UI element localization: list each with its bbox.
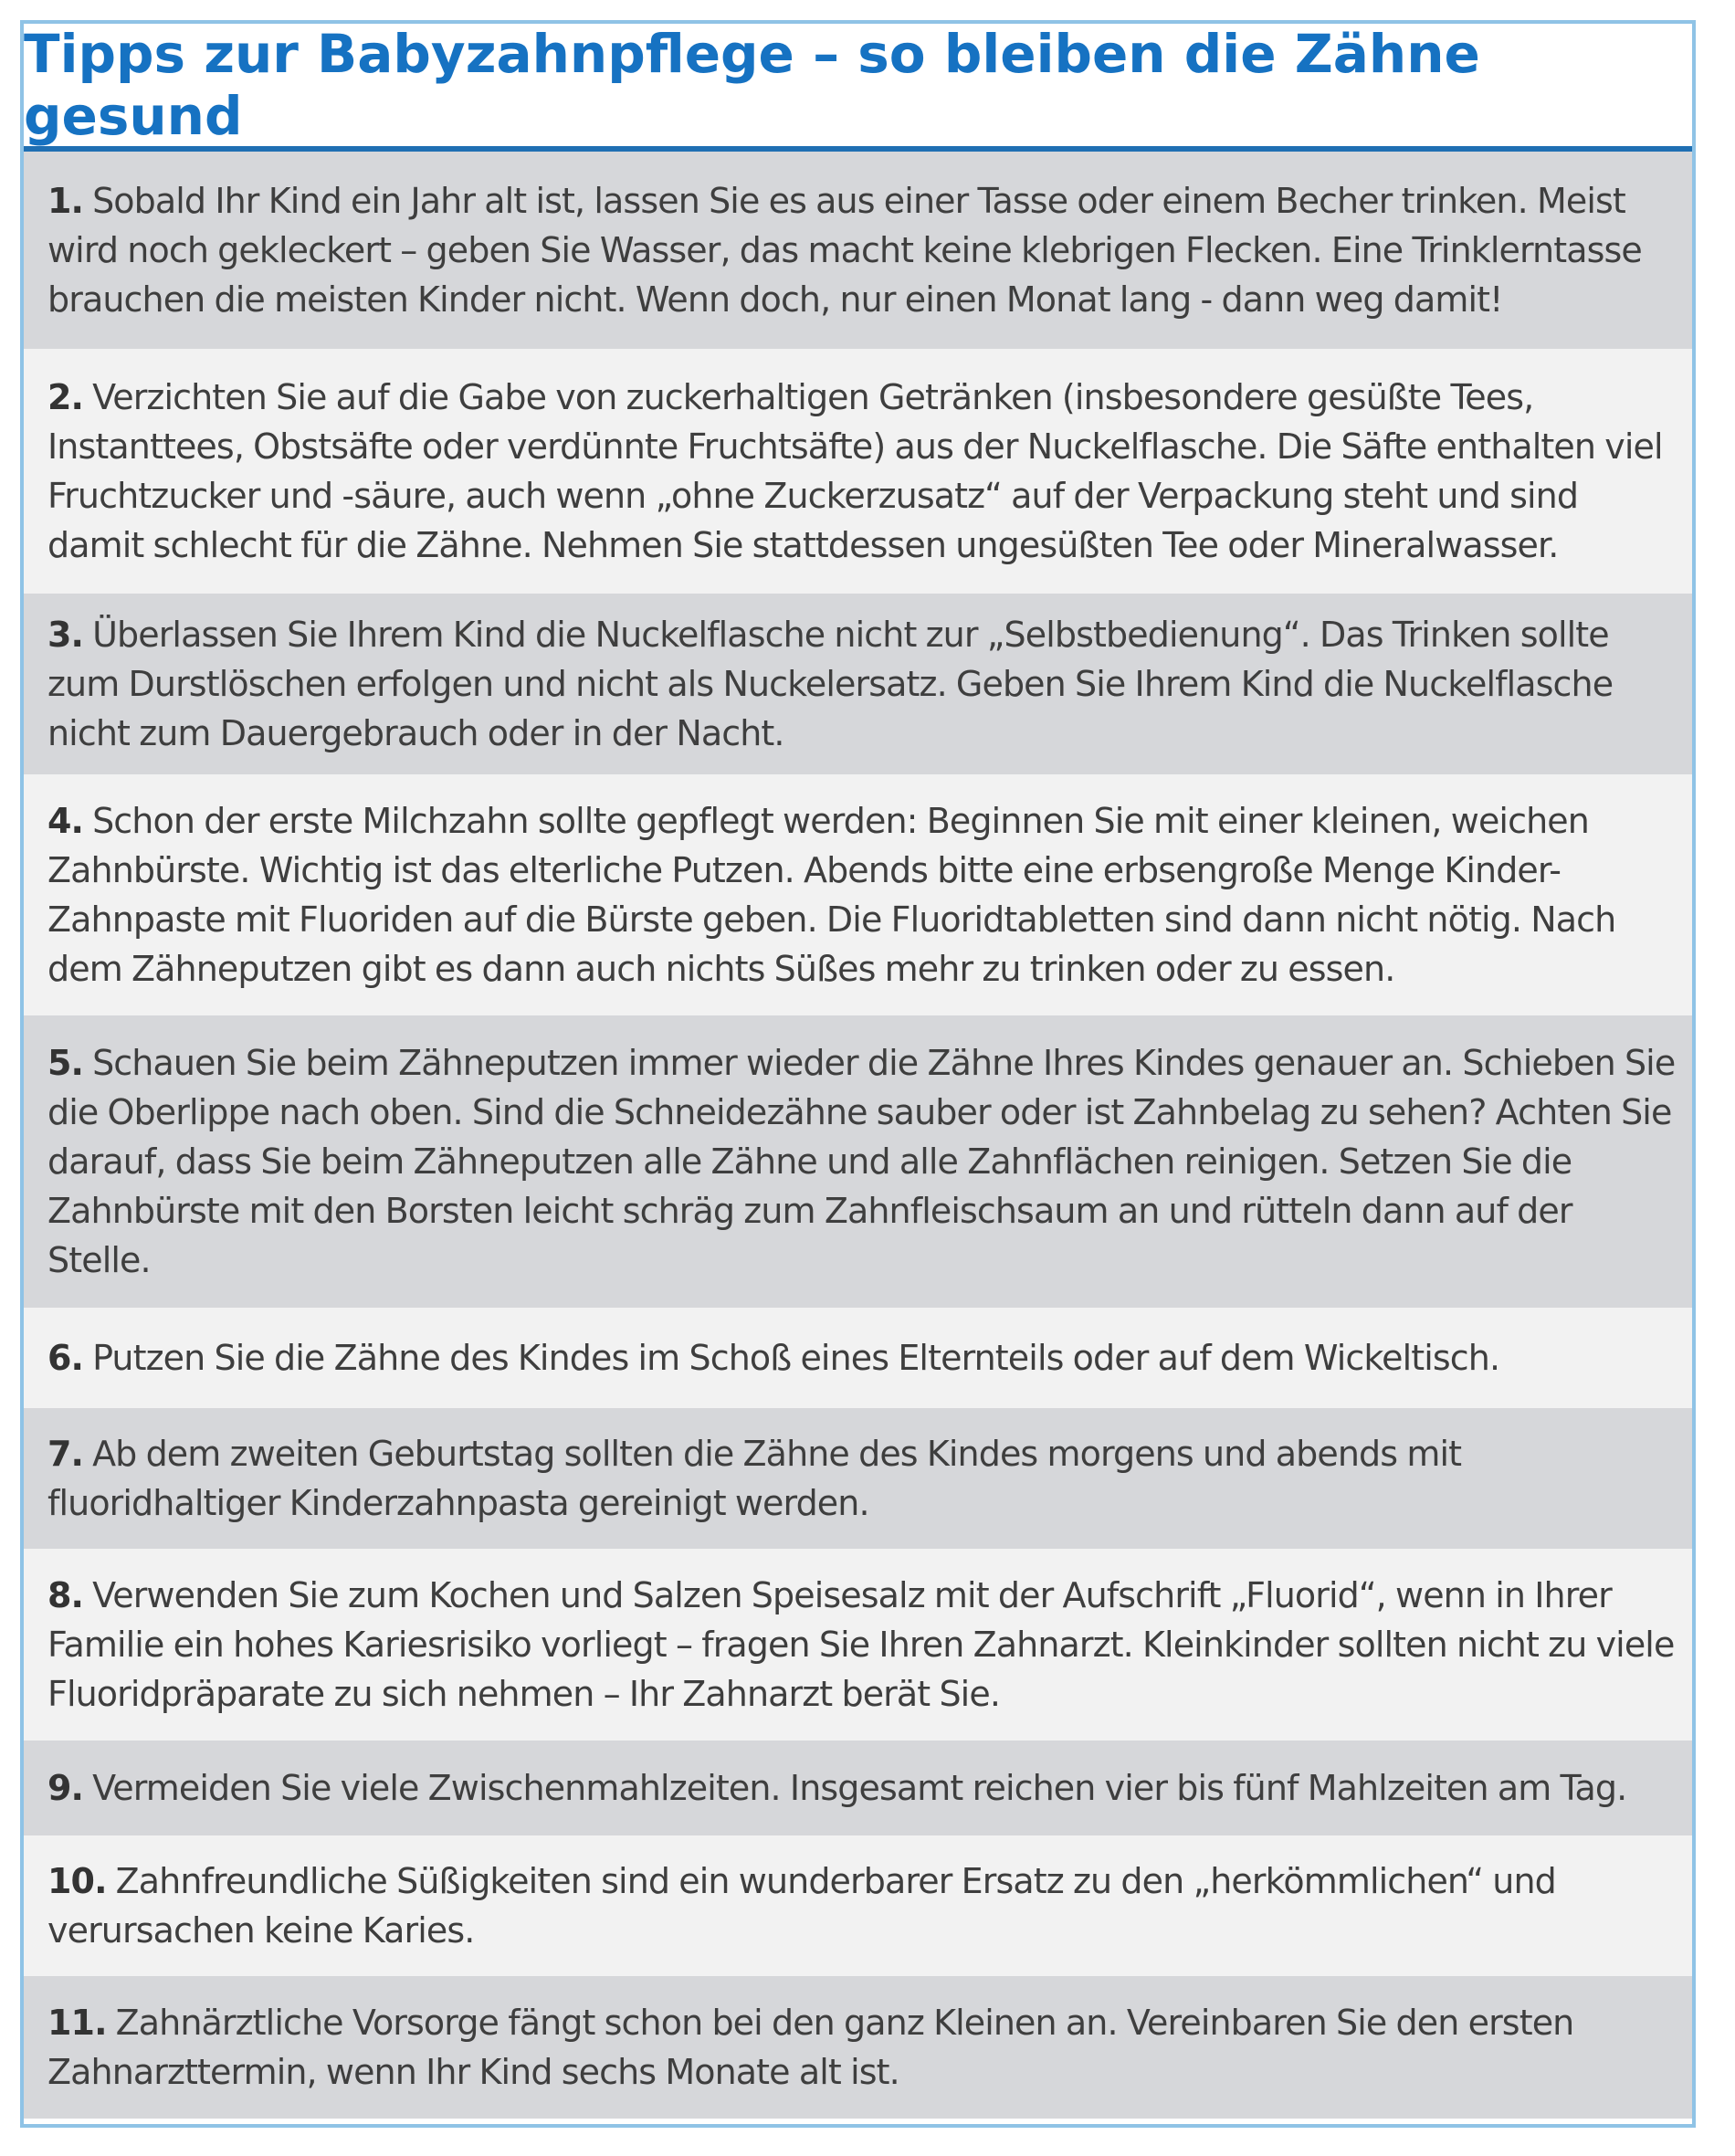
tip-text: Zahnfreundliche Süßigkeiten sind ein wunderbarer Ersatz zu den „herkömmlichen“ und verursachen keine Karies.	[47, 1861, 1556, 1951]
tip-number: 2.	[47, 377, 84, 417]
tip-item-10	[24, 1835, 1692, 1976]
tip-text: Schon der erste Milchzahn sollte gepflegt werden: Beginnen Sie mit einer kleinen, weichen Zahnbürste. Wichtig ist das elterliche Putzen. Abends bitte eine erbsengroße Menge Kinder-Zahnpaste mit Fluoriden auf die Bürste geben. Die Fluoridtabletten sind dann nicht nötig. Nach dem Zähneputzen gibt es dann auch nichts Süßes mehr zu trinken oder zu essen.	[47, 801, 1616, 989]
tip-number: 10.	[47, 1861, 107, 1901]
tip-text: Schauen Sie beim Zähneputzen immer wieder die Zähne Ihres Kindes genauer an. Schieben Sie die Oberlippe nach oben. Sind die Schneidezähne sauber oder ist Zahnbelag zu sehen? Achten Sie darauf, dass Sie beim Zähneputzen alle Zähne und alle Zahnflächen reinigen. Setzen Sie die Zahnbürste mit den Borsten leicht schräg zum Zahnfleischsaum an und rütteln dann auf der Stelle.	[47, 1043, 1676, 1280]
tip-text: Überlassen Sie Ihrem Kind die Nuckelflasche nicht zur „Selbstbedienung“. Das Trinken sollte zum Durstlöschen erfolgen und nicht als Nuckelersatz. Geben Sie Ihrem Kind die Nuckelflasche nicht zum Dauergebrauch oder in der Nacht.	[47, 615, 1614, 753]
tip-number: 11.	[47, 2003, 107, 2043]
tip-number: 5.	[47, 1043, 84, 1083]
title-bar	[24, 24, 1692, 152]
tip-number: 7.	[47, 1434, 84, 1474]
tip-item-3	[24, 594, 1692, 774]
tip-text: Sobald Ihr Kind ein Jahr alt ist, lassen Sie es aus einer Tasse oder einem Becher trinken. Meist wird noch gekleckert – geben Sie Wasser, das macht keine klebrigen Flecken. Eine Trinklerntasse brauchen die meisten Kinder nicht. Wenn doch, nur einen Monat lang - dann weg damit!	[47, 181, 1642, 320]
tip-item-7	[24, 1408, 1692, 1549]
tip-text: Ab dem zweiten Geburtstag sollten die Zähne des Kindes morgens und abends mit fluoridhaltiger Kinderzahnpasta gereinigt werden.	[47, 1434, 1462, 1523]
tip-number: 8.	[47, 1575, 84, 1615]
tip-number: 1.	[47, 181, 84, 221]
tip-item-5	[24, 1015, 1692, 1308]
tip-item-2	[24, 349, 1692, 594]
page-title: Tipps zur Babyzahnpflege – so bleiben die Zähne gesund	[24, 23, 1480, 147]
tip-text: Verzichten Sie auf die Gabe von zuckerhaltigen Getränken (insbesondere gesüßte Tees, Instanttees, Obstsäfte oder verdünnte Fruchtsäfte) aus der Nuckelflasche. Die Säfte enthalten viel Fruchtzucker und -säure, auch wenn „ohne Zuckerzusatz“ auf der Verpackung steht und sind damit schlecht für die Zähne. Nehmen Sie stattdessen ungesüßten Tee oder Mineralwasser.	[47, 377, 1663, 565]
tip-number: 9.	[47, 1768, 84, 1808]
tips-list	[24, 152, 1692, 2119]
tip-number: 6.	[47, 1338, 84, 1378]
tips-box	[20, 20, 1696, 2128]
tip-item-4	[24, 774, 1692, 1015]
tip-text: Vermeiden Sie viele Zwischenmahlzeiten. Insgesamt reichen vier bis fünf Mahlzeiten am Tag.	[92, 1768, 1627, 1808]
tip-text: Putzen Sie die Zähne des Kindes im Schoß eines Elternteils oder auf dem Wickeltisch.	[92, 1338, 1500, 1378]
tip-item-11	[24, 1976, 1692, 2119]
tip-number: 3.	[47, 615, 84, 655]
tip-text: Zahnärztliche Vorsorge fängt schon bei den ganz Kleinen an. Vereinbaren Sie den ersten Zahnarzttermin, wenn Ihr Kind sechs Monate alt ist.	[47, 2003, 1574, 2092]
tip-item-9	[24, 1741, 1692, 1835]
tip-item-6	[24, 1308, 1692, 1408]
tip-item-1	[24, 152, 1692, 349]
tip-text: Verwenden Sie zum Kochen und Salzen Speisesalz mit der Aufschrift „Fluorid“, wenn in Ihrer Familie ein hohes Kariesrisiko vorliegt – fragen Sie Ihren Zahnarzt. Kleinkinder sollten nicht zu viele Fluoridpräparate zu sich nehmen – Ihr Zahnarzt berät Sie.	[47, 1575, 1675, 1714]
tip-number: 4.	[47, 801, 84, 841]
tip-item-8	[24, 1549, 1692, 1741]
